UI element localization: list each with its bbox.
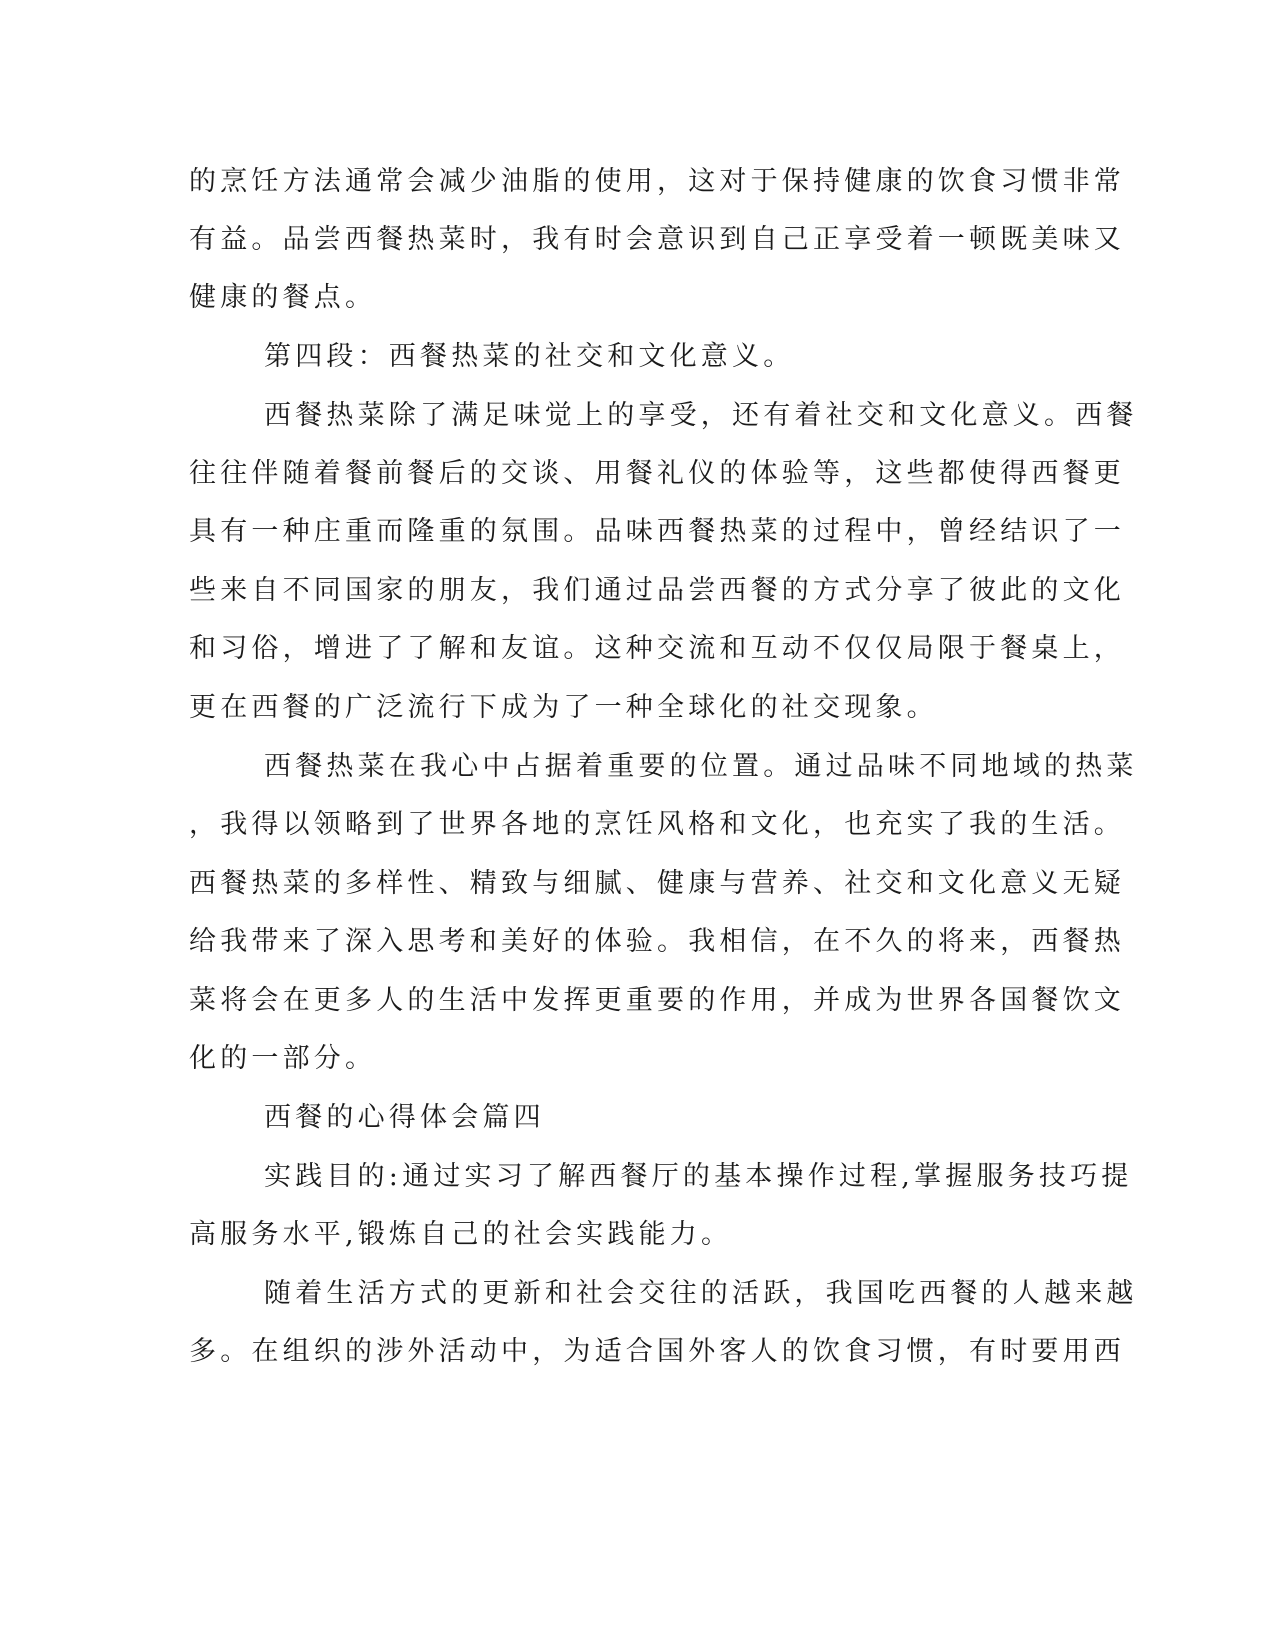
text-line: 实践目的:通过实习了解西餐厅的基本操作过程,掌握服务技巧提: [264, 1161, 1133, 1192]
text-line: 有益。品尝西餐热菜时，我有时会意识到自己正享受着一顿既美味又: [189, 224, 1125, 255]
text-line: 更在西餐的广泛流行下成为了一种全球化的社交现象。: [189, 692, 938, 723]
text-line: 西餐热菜的多样性、精致与细腻、健康与营养、社交和文化意义无疑: [189, 868, 1125, 899]
text-line: 往往伴随着餐前餐后的交谈、用餐礼仪的体验等，这些都使得西餐更: [189, 458, 1125, 489]
text-line: 健康的餐点。: [189, 282, 377, 313]
text-line: 给我带来了深入思考和美好的体验。我相信，在不久的将来，西餐热: [189, 926, 1125, 957]
text-line: ，我得以领略到了世界各地的烹饪风格和文化，也充实了我的生活。: [189, 809, 1125, 840]
text-line: 些来自不同国家的朋友，我们通过品尝西餐的方式分享了彼此的文化: [189, 575, 1125, 606]
text-line: 具有一种庄重而隆重的氛围。品味西餐热菜的过程中，曾经结识了一: [189, 516, 1125, 547]
text-line: 西餐热菜除了满足味觉上的享受，还有着社交和文化意义。西餐: [264, 400, 1138, 431]
section-heading: 第四段：西餐热菜的社交和文化意义。: [264, 341, 795, 372]
text-line: 西餐热菜在我心中占据着重要的位置。通过品味不同地域的热菜: [264, 751, 1138, 782]
text-line: 随着生活方式的更新和社会交往的活跃，我国吃西餐的人越来越: [264, 1278, 1138, 1309]
text-line: 化的一部分。: [189, 1043, 377, 1074]
text-line: 多。在组织的涉外活动中，为适合国外客人的饮食习惯，有时要用西: [189, 1336, 1125, 1367]
section-heading: 西餐的心得体会篇四: [264, 1102, 545, 1133]
text-line: 菜将会在更多人的生活中发挥更重要的作用，并成为世界各国餐饮文: [189, 985, 1125, 1016]
text-line: 的烹饪方法通常会减少油脂的使用，这对于保持健康的饮食习惯非常: [189, 166, 1125, 197]
text-line: 高服务水平,锻炼自己的社会实践能力。: [189, 1219, 733, 1250]
text-line: 和习俗，增进了了解和友谊。这种交流和互动不仅仅局限于餐桌上，: [189, 633, 1125, 664]
